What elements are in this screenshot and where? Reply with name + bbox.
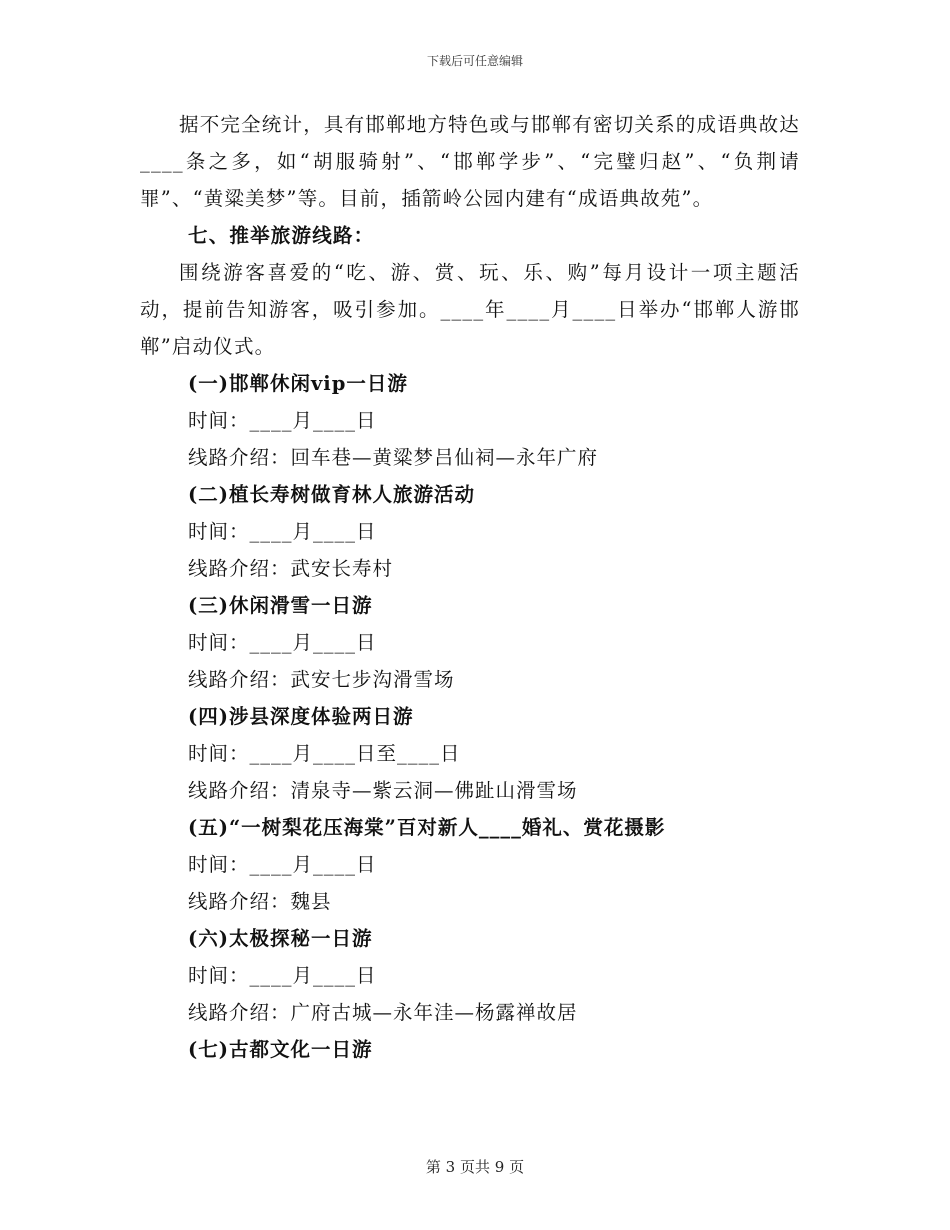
intro-paragraph: 据不完全统计，具有邯郸地方特色或与邯郸有密切关系的成语典故达____条之多，如“胡服骑射”、“邯郸学步”、“完璧归赵”、“负荆请罪”、“黄粱美梦”等。目前，插箭岭公园内建有“成语典故苑”。 xyxy=(140,113,801,210)
route-2-description: 线路介绍：武安长寿村 xyxy=(188,557,394,580)
route-4-time: 时间：____月____日至____日 xyxy=(188,742,461,765)
page-header: 下载后可任意编辑 xyxy=(426,54,523,68)
route-1-description: 线路介绍：回车巷—黄粱梦吕仙祠—永年广府 xyxy=(188,446,599,469)
route-6-description: 线路介绍：广府古城—永年洼—杨露禅故居 xyxy=(188,1001,578,1024)
route-7-title: (七)古都文化一日游 xyxy=(188,1038,373,1061)
page-footer: 第 3 页共 9 页 xyxy=(425,1158,525,1176)
route-2-title: (二)植长寿树做育林人旅游活动 xyxy=(188,483,475,506)
route-3-time: 时间：____月____日 xyxy=(188,631,377,654)
route-1-time: 时间：____月____日 xyxy=(188,409,377,432)
section-heading: 七、推举旅游线路： xyxy=(188,224,375,247)
document-body xyxy=(140,106,800,1068)
route-2-time: 时间：____月____日 xyxy=(188,520,377,543)
route-3-description: 线路介绍：武安七步沟滑雪场 xyxy=(188,668,455,691)
route-4-title: (四)涉县深度体验两日游 xyxy=(188,705,414,728)
route-5-description: 线路介绍：魏县 xyxy=(188,890,332,913)
route-1-title: (一)邯郸休闲vip一日游 xyxy=(188,372,408,395)
route-4-description: 线路介绍：清泉寺—紫云洞—佛趾山滑雪场 xyxy=(188,779,578,802)
route-6-time: 时间：____月____日 xyxy=(188,964,377,987)
section-intro-paragraph: 围绕游客喜爱的“吃、游、赏、玩、乐、购”每月设计一项主题活动，提前告知游客，吸引参加。____年____月____日举办“邯郸人游邯郸”启动仪式。 xyxy=(140,261,800,358)
route-5-time: 时间：____月____日 xyxy=(188,853,377,876)
route-5-title: (五)“一树梨花压海棠”百对新人____婚礼、赏花摄影 xyxy=(188,816,666,839)
route-6-title: (六)太极探秘一日游 xyxy=(188,927,373,950)
route-3-title: (三)休闲滑雪一日游 xyxy=(188,594,373,617)
